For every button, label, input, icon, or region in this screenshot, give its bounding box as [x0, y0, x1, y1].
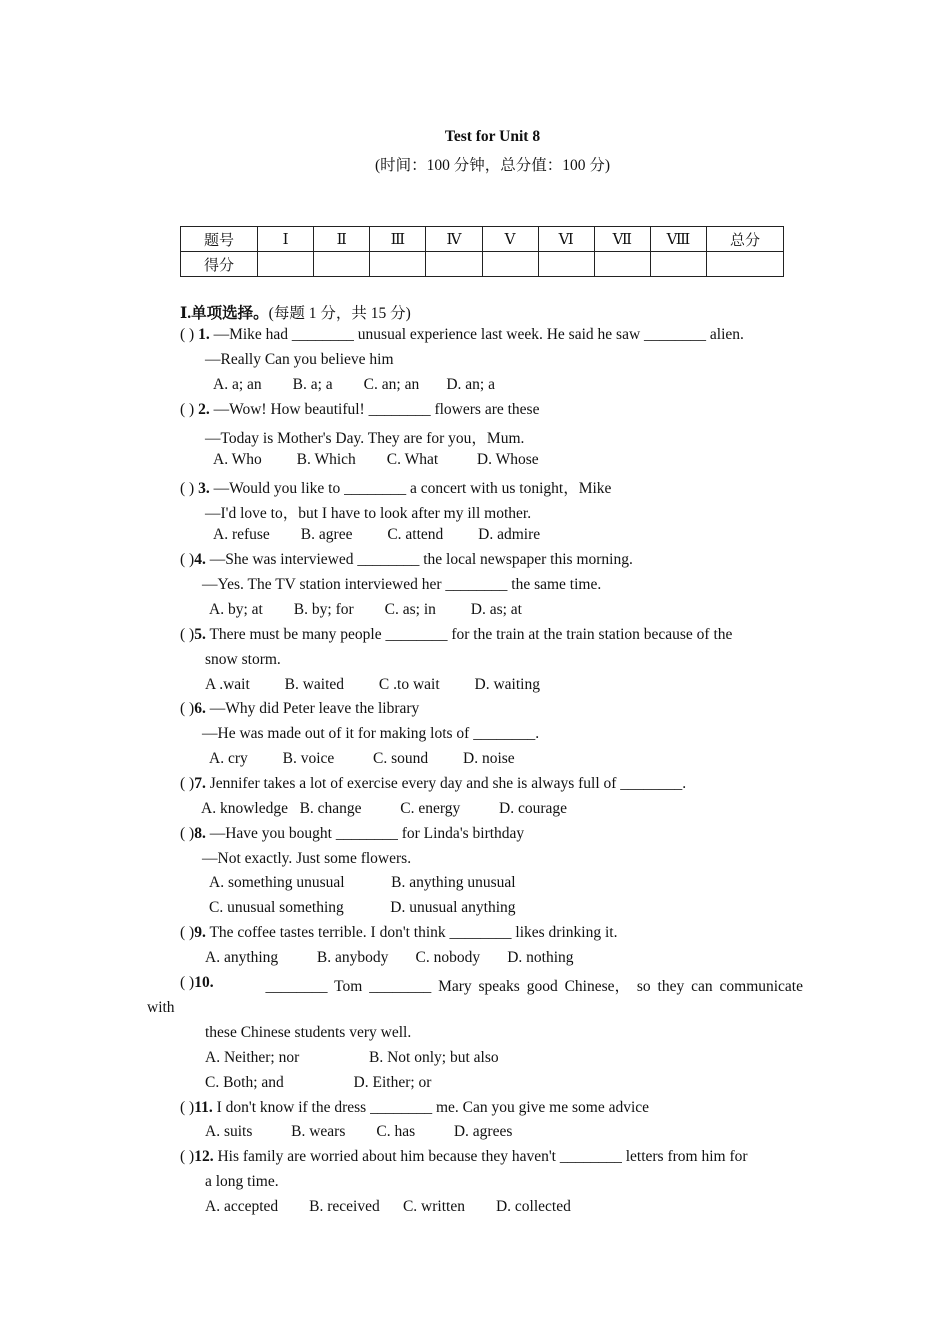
answer-paren[interactable]: ( ): [180, 326, 195, 343]
question-text: —She was interviewed ________ the local newspaper this morning.: [209, 551, 633, 568]
answer-paren[interactable]: ( ): [180, 1099, 195, 1116]
question-text: —Really Can you believe him: [205, 351, 394, 368]
section-numeral: Ⅰ: [180, 305, 188, 322]
score-table: [180, 226, 784, 277]
section-note: (每题 1 分，共 15 分): [268, 305, 411, 322]
score-table-cell: Ⅲ: [370, 227, 426, 252]
score-input-cell[interactable]: [538, 252, 594, 277]
question-text: ________ Tom ________ Mary speaks good Chinese， so they can communicate: [265, 978, 803, 995]
answer-paren[interactable]: ( ): [180, 1148, 195, 1165]
score-table-cell: 得分: [181, 252, 258, 277]
question-options: A. a; an B. a; a C. an; an D. an; a: [213, 376, 495, 393]
score-table-cell: Ⅴ: [482, 227, 538, 252]
question-number: 5.: [194, 626, 206, 643]
score-table-cell: 题号: [181, 227, 258, 252]
score-table-cell: Ⅰ: [258, 227, 314, 252]
question-text: —Today is Mother's Day. They are for you，Mum.: [205, 430, 525, 447]
question-options: A. Neither; nor B. Not only; but also: [205, 1049, 499, 1066]
score-input-cell[interactable]: [314, 252, 370, 277]
question-6: [180, 700, 419, 718]
question-text: —Yes. The TV station interviewed her ________ the same time.: [202, 576, 602, 593]
question-3: [180, 476, 611, 498]
score-table-score-row: [181, 252, 784, 277]
question-options: A. cry B. voice C. sound D. noise: [209, 750, 515, 767]
question-options: A .wait B. waited C .to wait D. waiting: [205, 676, 540, 693]
score-table-cell: 总分: [707, 227, 784, 252]
question-options: A. by; at B. by; for C. as; in D. as; at: [209, 601, 522, 618]
answer-paren[interactable]: ( ): [180, 825, 195, 842]
question-options: A. something unusual B. anything unusual: [209, 874, 516, 891]
question-7: [180, 775, 686, 793]
question-text: —Not exactly. Just some flowers.: [202, 850, 412, 867]
question-11: [180, 1099, 649, 1117]
question-12: [180, 1148, 748, 1166]
question-2: [180, 401, 539, 419]
question-text: —Wow! How beautiful! ________ flowers are these: [213, 401, 540, 418]
question-text: —Mike had ________ unusual experience last week. He said he saw ________ alien.: [213, 326, 744, 343]
score-input-cell[interactable]: [370, 252, 426, 277]
score-input-cell[interactable]: [650, 252, 706, 277]
question-options: A. Who B. Which C. What D. Whose: [213, 451, 539, 468]
question-number: 6.: [194, 700, 206, 717]
score-input-cell[interactable]: [258, 252, 314, 277]
question-number: 8.: [194, 825, 206, 842]
answer-paren[interactable]: ( ): [180, 551, 195, 568]
question-text: Jennifer takes a lot of exercise every day and she is always full of ________.: [209, 775, 687, 792]
question-options: A. accepted B. received C. written D. collected: [205, 1198, 571, 1215]
question-9: [180, 924, 617, 942]
question-text: His family are worried about him because they haven't ________ letters from him for: [217, 1148, 748, 1165]
question-4: [180, 551, 633, 569]
question-number: 4.: [194, 551, 206, 568]
score-table-cell: Ⅳ: [426, 227, 482, 252]
question-5: [180, 626, 732, 644]
answer-paren[interactable]: ( ): [180, 775, 195, 792]
question-text: a long time.: [205, 1173, 279, 1190]
answer-paren[interactable]: ( ): [180, 626, 195, 643]
question-number: 11.: [194, 1099, 213, 1116]
score-input-cell[interactable]: [482, 252, 538, 277]
question-number: 9.: [194, 924, 206, 941]
answer-paren[interactable]: ( ): [180, 700, 195, 717]
page-subtitle: (时间：100 分钟，总分值：100 分): [374, 157, 611, 174]
question-text: —I'd love to，but I have to look after my ill mother.: [205, 505, 532, 522]
score-table-cell: Ⅵ: [538, 227, 594, 252]
question-number: 10.: [194, 974, 214, 991]
question-text: —Why did Peter leave the library: [209, 700, 420, 717]
question-text: —Have you bought ________ for Linda's birthday: [209, 825, 525, 842]
answer-paren[interactable]: ( ): [180, 480, 195, 497]
question-options: C. Both; and D. Either; or: [205, 1074, 432, 1091]
question-text: these Chinese students very well.: [205, 1024, 412, 1041]
score-table-cell: Ⅱ: [314, 227, 370, 252]
answer-paren[interactable]: ( ): [180, 401, 195, 418]
question-10: [180, 974, 803, 996]
question-number: 2.: [198, 401, 210, 418]
score-table-cell: Ⅶ: [594, 227, 650, 252]
question-8: [180, 825, 524, 843]
score-input-cell[interactable]: [594, 252, 650, 277]
question-text: —Would you like to ________ a concert with us tonight，Mike: [213, 480, 612, 497]
question-options: A. refuse B. agree C. attend D. admire: [213, 526, 541, 543]
question-text: with: [147, 999, 175, 1016]
question-options: A. anything B. anybody C. nobody D. nothing: [205, 949, 574, 966]
question-text: snow storm.: [205, 651, 281, 668]
question-text: The coffee tastes terrible. I don't think ________ likes drinking it.: [209, 924, 618, 941]
question-1: [180, 326, 744, 344]
section-heading: [180, 301, 411, 323]
section-title: .单项选择。: [187, 305, 269, 322]
question-text: I don't know if the dress ________ me. Can you give me some advice: [216, 1099, 650, 1116]
score-input-cell[interactable]: [426, 252, 482, 277]
question-number: 12.: [194, 1148, 214, 1165]
score-table-cell: Ⅷ: [650, 227, 706, 252]
score-table-header-row: [181, 227, 784, 252]
question-number: 7.: [194, 775, 206, 792]
page-title: Test for Unit 8: [444, 128, 541, 145]
question-options: A. knowledge B. change C. energy D. courage: [201, 800, 568, 817]
question-text: —He was made out of it for making lots of ________.: [202, 725, 540, 742]
answer-paren[interactable]: ( ): [180, 974, 195, 991]
question-options: C. unusual something D. unusual anything: [209, 899, 516, 916]
score-input-cell[interactable]: [707, 252, 784, 277]
answer-paren[interactable]: ( ): [180, 924, 195, 941]
question-text: There must be many people ________ for the train at the train station because of the: [209, 626, 733, 643]
question-number: 1.: [198, 326, 210, 343]
question-options: A. suits B. wears C. has D. agrees: [205, 1123, 513, 1140]
question-number: 3.: [198, 480, 210, 497]
